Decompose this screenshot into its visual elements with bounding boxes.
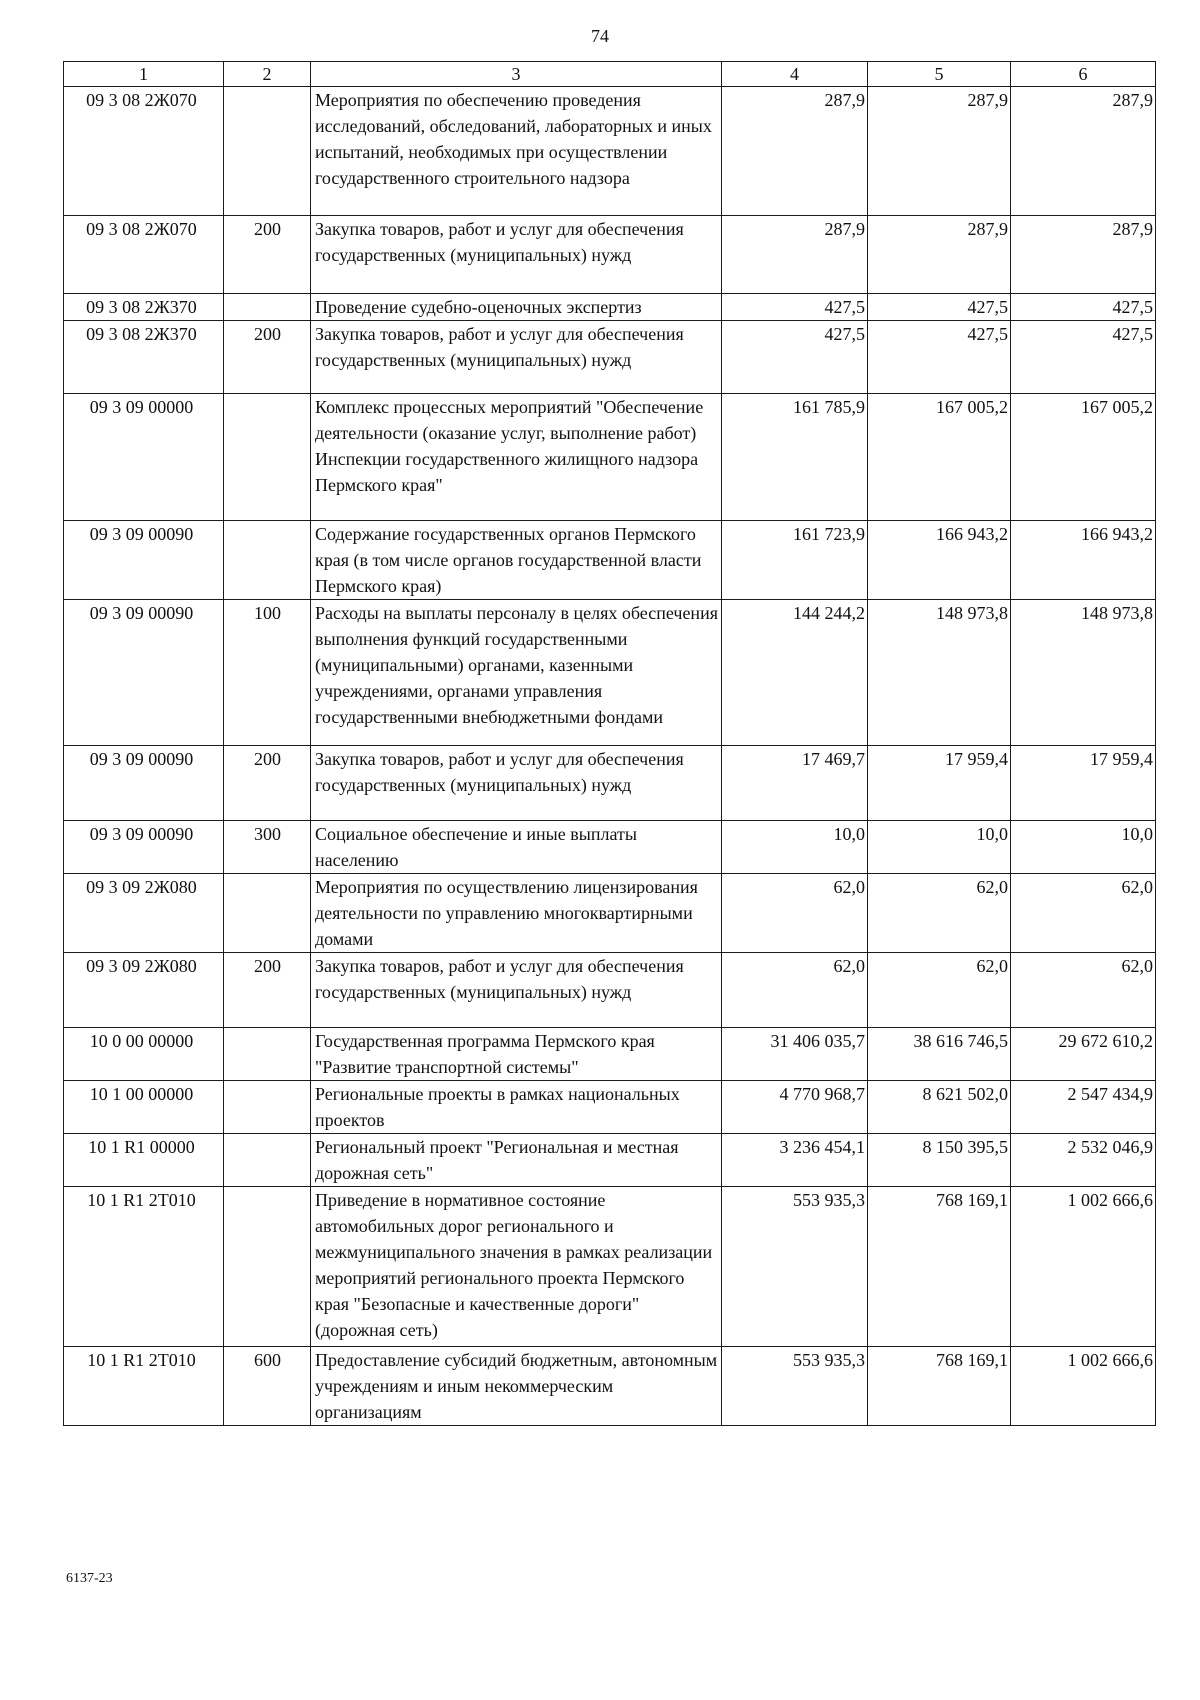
row-type-cell: [224, 1187, 311, 1347]
row-code-cell: 10 1 R1 2Т010: [64, 1347, 224, 1426]
table-row: [64, 521, 1156, 600]
row-value-2-cell: 8 150 395,5: [868, 1134, 1011, 1187]
table-row: [64, 953, 1156, 1028]
header-cell-type: 2: [224, 62, 311, 87]
header-cell-name: 3: [311, 62, 722, 87]
table-row: [64, 600, 1156, 746]
page-number: 74: [591, 26, 609, 46]
row-value-1-cell: 62,0: [722, 874, 868, 953]
row-name-cell: Содержание государственных органов Пермского края (в том числе органов государственной власти Пермского края): [311, 521, 722, 600]
row-value-1-cell: 10,0: [722, 821, 868, 874]
table-row: [64, 394, 1156, 521]
row-value-1-cell: 3 236 454,1: [722, 1134, 868, 1187]
row-value-3-cell: 10,0: [1011, 821, 1156, 874]
table-row: [64, 746, 1156, 821]
row-type-cell: 100: [224, 600, 311, 746]
row-value-3-cell: 2 532 046,9: [1011, 1134, 1156, 1187]
table-row: [64, 87, 1156, 216]
row-name-cell: Мероприятия по осуществлению лицензирования деятельности по управлению многоквартирными домами: [311, 874, 722, 953]
table-row: [64, 874, 1156, 953]
row-type-cell: 300: [224, 821, 311, 874]
table-row: [64, 821, 1156, 874]
row-value-1-cell: 553 935,3: [722, 1187, 868, 1347]
row-value-3-cell: 2 547 434,9: [1011, 1081, 1156, 1134]
row-value-1-cell: 4 770 968,7: [722, 1081, 868, 1134]
row-type-cell: 200: [224, 216, 311, 294]
row-value-3-cell: 287,9: [1011, 216, 1156, 294]
row-value-3-cell: 29 672 610,2: [1011, 1028, 1156, 1081]
row-name-cell: Мероприятия по обеспечению проведения исследований, обследований, лабораторных и иных испытаний, необходимых при осуществлении государственного строительного надзора: [311, 87, 722, 216]
row-value-1-cell: 17 469,7: [722, 746, 868, 821]
row-name-cell: Региональные проекты в рамках национальных проектов: [311, 1081, 722, 1134]
row-type-cell: [224, 394, 311, 521]
row-type-cell: [224, 1134, 311, 1187]
row-type-cell: 200: [224, 746, 311, 821]
row-code-cell: 09 3 08 2Ж370: [64, 321, 224, 394]
row-value-1-cell: 161 785,9: [722, 394, 868, 521]
row-name-cell: Предоставление субсидий бюджетным, автономным учреждениям и иным некоммерческим организациям: [311, 1347, 722, 1426]
row-value-2-cell: 287,9: [868, 216, 1011, 294]
row-type-cell: [224, 1028, 311, 1081]
row-value-3-cell: 1 002 666,6: [1011, 1187, 1156, 1347]
row-value-3-cell: 166 943,2: [1011, 521, 1156, 600]
row-value-3-cell: 62,0: [1011, 874, 1156, 953]
row-value-3-cell: 148 973,8: [1011, 600, 1156, 746]
row-value-1-cell: 427,5: [722, 321, 868, 394]
row-type-cell: 200: [224, 321, 311, 394]
row-value-1-cell: 62,0: [722, 953, 868, 1028]
row-value-3-cell: 62,0: [1011, 953, 1156, 1028]
row-value-3-cell: 427,5: [1011, 294, 1156, 321]
row-code-cell: 09 3 09 00090: [64, 821, 224, 874]
table-row: [64, 1081, 1156, 1134]
row-code-cell: 09 3 09 2Ж080: [64, 874, 224, 953]
row-value-2-cell: 427,5: [868, 294, 1011, 321]
row-value-3-cell: 17 959,4: [1011, 746, 1156, 821]
row-code-cell: 09 3 08 2Ж370: [64, 294, 224, 321]
row-value-1-cell: 287,9: [722, 87, 868, 216]
row-name-cell: Закупка товаров, работ и услуг для обеспечения государственных (муниципальных) нужд: [311, 953, 722, 1028]
row-value-2-cell: 62,0: [868, 953, 1011, 1028]
document-code: 6137-23: [66, 1571, 113, 1586]
row-value-2-cell: 167 005,2: [868, 394, 1011, 521]
table-row: [64, 1347, 1156, 1426]
row-type-cell: 600: [224, 1347, 311, 1426]
row-name-cell: Приведение в нормативное состояние автомобильных дорог регионального и межмуниципального значения в рамках реализации мероприятий регионального проекта Пермского края "Безопасные и качественные дороги" (дорожная сеть): [311, 1187, 722, 1347]
row-code-cell: 09 3 09 00090: [64, 746, 224, 821]
row-value-2-cell: 287,9: [868, 87, 1011, 216]
row-code-cell: 10 1 00 00000: [64, 1081, 224, 1134]
row-name-cell: Закупка товаров, работ и услуг для обеспечения государственных (муниципальных) нужд: [311, 746, 722, 821]
row-value-3-cell: 167 005,2: [1011, 394, 1156, 521]
row-value-2-cell: 8 621 502,0: [868, 1081, 1011, 1134]
row-value-2-cell: 148 973,8: [868, 600, 1011, 746]
row-value-1-cell: 161 723,9: [722, 521, 868, 600]
row-value-2-cell: 10,0: [868, 821, 1011, 874]
budget-table: [63, 61, 1156, 1426]
row-code-cell: 09 3 09 00090: [64, 600, 224, 746]
row-name-cell: Проведение судебно-оценочных экспертиз: [311, 294, 722, 321]
row-code-cell: 09 3 08 2Ж070: [64, 216, 224, 294]
header-cell-code: 1: [64, 62, 224, 87]
row-value-1-cell: 31 406 035,7: [722, 1028, 868, 1081]
row-value-1-cell: 553 935,3: [722, 1347, 868, 1426]
row-type-cell: [224, 294, 311, 321]
row-value-2-cell: 38 616 746,5: [868, 1028, 1011, 1081]
row-type-cell: 200: [224, 953, 311, 1028]
row-code-cell: 09 3 09 2Ж080: [64, 953, 224, 1028]
row-name-cell: Комплекс процессных мероприятий "Обеспечение деятельности (оказание услуг, выполнение работ) Инспекции государственного жилищного надзора Пермского края": [311, 394, 722, 521]
header-cell-value-3: 6: [1011, 62, 1156, 87]
row-name-cell: Государственная программа Пермского края "Развитие транспортной системы": [311, 1028, 722, 1081]
row-code-cell: 10 1 R1 00000: [64, 1134, 224, 1187]
row-value-3-cell: 1 002 666,6: [1011, 1347, 1156, 1426]
table-row: [64, 216, 1156, 294]
row-value-2-cell: 768 169,1: [868, 1187, 1011, 1347]
table-row: [64, 294, 1156, 321]
row-value-2-cell: 768 169,1: [868, 1347, 1011, 1426]
row-name-cell: Расходы на выплаты персоналу в целях обеспечения выполнения функций государственными (муниципальными) органами, казенными учреждениями, органами управления государственными внебюджетными фондами: [311, 600, 722, 746]
row-value-3-cell: 287,9: [1011, 87, 1156, 216]
table-row: [64, 1134, 1156, 1187]
row-value-2-cell: 17 959,4: [868, 746, 1011, 821]
row-code-cell: 09 3 09 00090: [64, 521, 224, 600]
row-value-1-cell: 144 244,2: [722, 600, 868, 746]
row-value-1-cell: 287,9: [722, 216, 868, 294]
row-name-cell: Региональный проект "Региональная и местная дорожная сеть": [311, 1134, 722, 1187]
table-row: [64, 1028, 1156, 1081]
row-name-cell: Социальное обеспечение и иные выплаты населению: [311, 821, 722, 874]
row-code-cell: 10 1 R1 2Т010: [64, 1187, 224, 1347]
table-row: [64, 1187, 1156, 1347]
row-code-cell: 09 3 08 2Ж070: [64, 87, 224, 216]
row-value-2-cell: 427,5: [868, 321, 1011, 394]
row-value-1-cell: 427,5: [722, 294, 868, 321]
row-type-cell: [224, 87, 311, 216]
header-cell-value-2: 5: [868, 62, 1011, 87]
row-type-cell: [224, 874, 311, 953]
row-name-cell: Закупка товаров, работ и услуг для обеспечения государственных (муниципальных) нужд: [311, 321, 722, 394]
row-value-2-cell: 62,0: [868, 874, 1011, 953]
header-cell-value-1: 4: [722, 62, 868, 87]
row-code-cell: 09 3 09 00000: [64, 394, 224, 521]
row-value-3-cell: 427,5: [1011, 321, 1156, 394]
row-code-cell: 10 0 00 00000: [64, 1028, 224, 1081]
row-type-cell: [224, 1081, 311, 1134]
table-row: [64, 321, 1156, 394]
row-type-cell: [224, 521, 311, 600]
row-value-2-cell: 166 943,2: [868, 521, 1011, 600]
row-name-cell: Закупка товаров, работ и услуг для обеспечения государственных (муниципальных) нужд: [311, 216, 722, 294]
table-header-row: [64, 62, 1156, 87]
